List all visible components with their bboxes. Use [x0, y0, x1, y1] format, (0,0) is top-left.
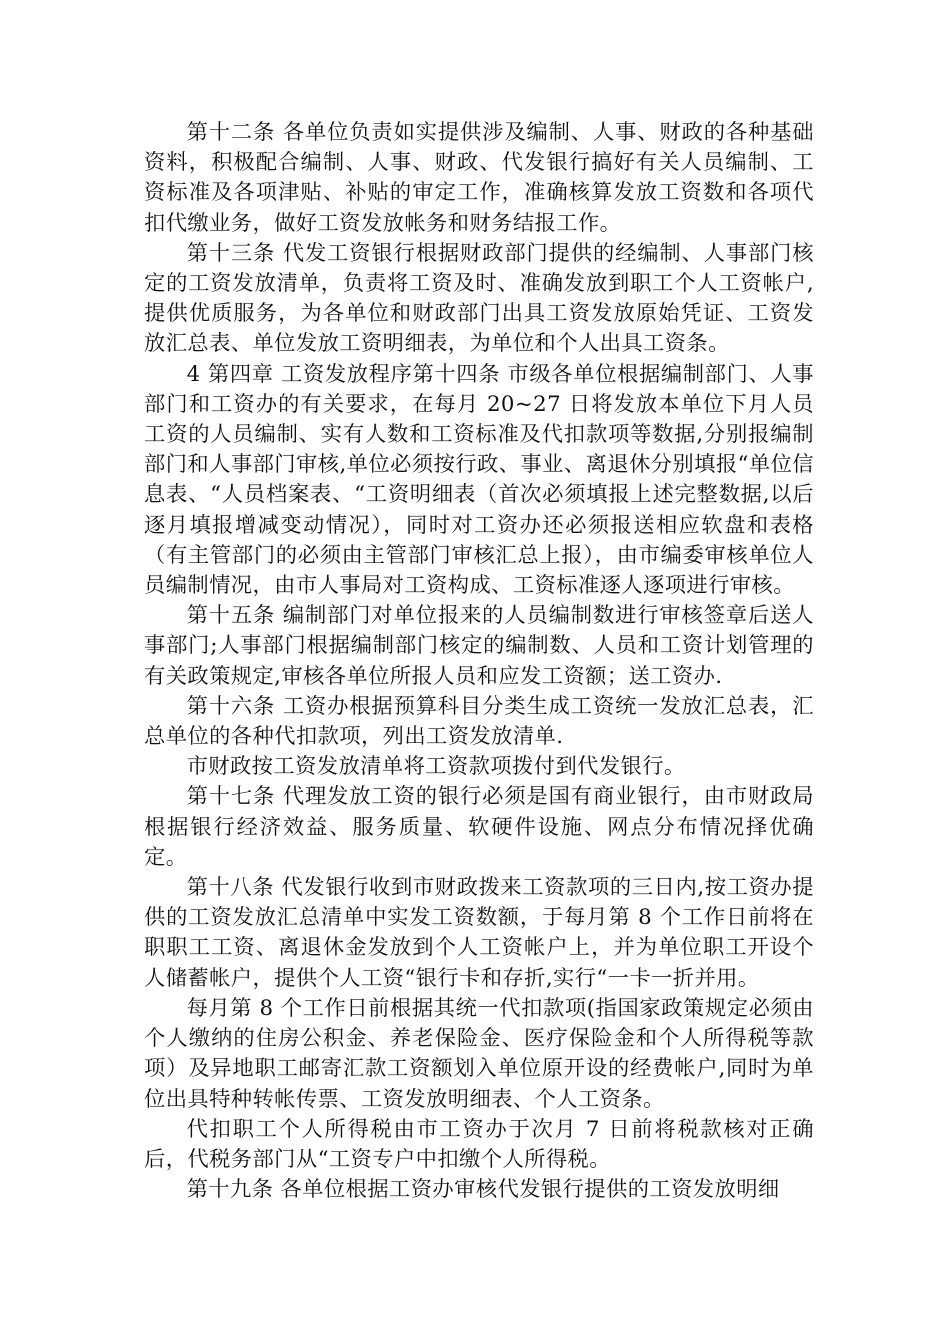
paragraph-article-18: 第十八条 代发银行收到市财政拨来工资款项的三日内,按工资办提供的工资发放汇总清单中实发工资数额，于每月第 8 个工作日前将在职职工工资、离退休金发放到个人工资帐户上，并为单位职工开设个人储蓄帐户，提供个人工资“银行卡和存折,实行“一卡一折并用。 [144, 875, 814, 991]
paragraph-chapter-4-article-14: 4 第四章 工资发放程序第十四条 市级各单位根据编制部门、人事部门和工资办的有关要求，在每月 20~27 日将发放本单位下月人员工资的人员编制、实有人数和工资标准及代扣款项等数据,分别报编制部门和人事部门审核,单位必须按行政、事业、离退休分别填报“单位信息表、“人员档案表、“工资明细表（首次必须填报上述完整数据,以后逐月填报增减变动情况），同时对工资办还必须报送相应软盘和表格（有主管部门的必须由主管部门审核汇总上报），由市编委审核单位人员编制情况，由市人事局对工资构成、工资标准逐人逐项进行审核。 [144, 361, 814, 599]
paragraph-article-13: 第十三条 代发工资银行根据财政部门提供的经编制、人事部门核定的工资发放清单，负责将工资及时、准确发放到职工个人工资帐户,提供优质服务，为各单位和财政部门出具工资发放原始凭证、工资发放汇总表、单位发放工资明细表，为单位和个人出具工资条。 [144, 240, 814, 357]
paragraph-deductions: 每月第 8 个工作日前根据其统一代扣款项(指国家政策规定必须由个人缴纳的住房公积金、养老保险金、医疗保险金和个人所得税等款项）及异地职工邮寄汇款工资额划入单位原开设的经费帐户,同时为单位出具特种转帐传票、工资发放明细表、个人工资条。 [144, 995, 814, 1112]
paragraph-article-12: 第十二条 各单位负责如实提供涉及编制、人事、财政的各种基础资料，积极配合编制、人事、财政、代发银行搞好有关人员编制、工资标准及各项津贴、补贴的审定工作，准确核算发放工资数和各项代扣代缴业务，做好工资发放帐务和财务结报工作。 [144, 120, 814, 236]
paragraph-article-16: 第十六条 工资办根据预算科目分类生成工资统一发放汇总表，汇总单位的各种代扣款项，列出工资发放清单. [144, 693, 814, 750]
paragraph-article-15: 第十五条 编制部门对单位报来的人员编制数进行审核签章后送人事部门;人事部门根据编制部门核定的编制数、人员和工资计划管理的有关政策规定,审核各单位所报人员和应发工资额；送工资办. [144, 603, 814, 689]
document-page [144, 118, 814, 1205]
paragraph-income-tax: 代扣职工个人所得税由市工资办于次月 7 日前将税款核对正确后，代税务部门从“工资专户中扣缴个人所得税。 [144, 1116, 814, 1172]
paragraph-finance-allocation: 市财政按工资发放清单将工资款项拨付到代发银行。 [186, 754, 686, 780]
paragraph-article-19: 第十九条 各单位根据工资办审核代发银行提供的工资发放明细 [186, 1177, 780, 1203]
paragraph-article-17: 第十七条 代理发放工资的银行必须是国有商业银行，由市财政局根据银行经济效益、服务质量、软硬件设施、网点分布情况择优确定。 [144, 784, 814, 870]
